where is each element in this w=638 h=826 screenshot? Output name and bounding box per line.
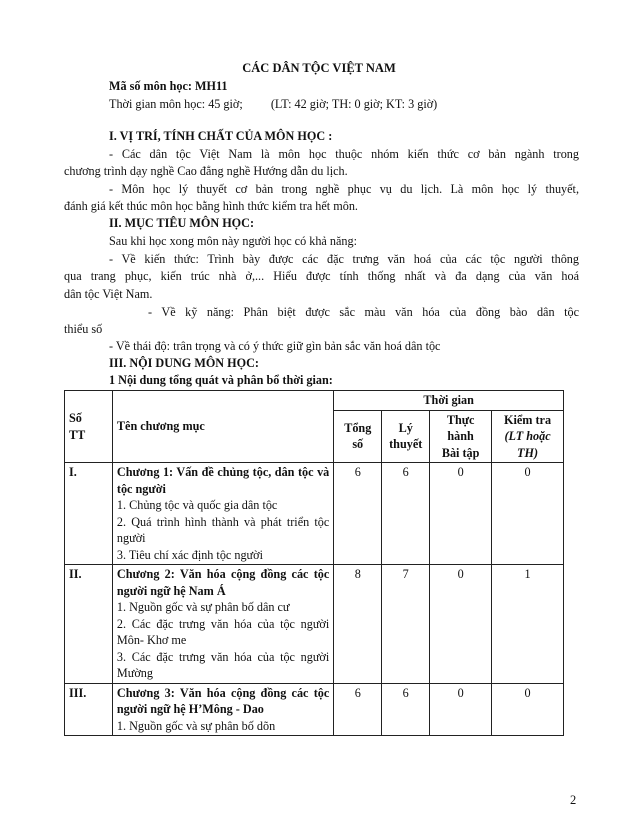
header-test-line-3: TH) bbox=[517, 445, 539, 460]
row-practice: 0 bbox=[430, 463, 492, 565]
row-total: 6 bbox=[334, 463, 382, 565]
knowledge-line-3: dân tộc Việt Nam. bbox=[64, 287, 153, 301]
row-practice: 0 bbox=[430, 565, 492, 684]
knowledge-label: - Về kiến thức bbox=[109, 252, 196, 266]
header-practice-line-3: Bài tập bbox=[441, 445, 480, 460]
chapter-item: 3. Tiêu chí xác định tộc người bbox=[116, 547, 263, 562]
course-code: Mã số môn học: MH11 bbox=[109, 79, 228, 93]
chapter-item: 1. Nguồn gốc và sự phân bố dân cư bbox=[116, 600, 290, 614]
section-1-para-1-line-2: chương trình dạy nghề Cao đẳng nghề Hướng dẫn du lịch. bbox=[64, 164, 348, 178]
header-test bbox=[492, 410, 564, 463]
section-3-subheading: 1 Nội dung tổng quát và phân bổ thời gian: bbox=[109, 373, 333, 387]
page-number: 2 bbox=[570, 793, 577, 807]
row-chapter-cell bbox=[112, 565, 333, 684]
row-chapter-cell bbox=[112, 683, 333, 736]
section-1-para-1-line-1: - Các dân tộc Việt Nam là môn học thuộc nhóm kiến thức cơ bản ngành trong bbox=[109, 147, 579, 161]
chapter-title: Chương 3: Văn hóa cộng đồng các tộc người ngữ hệ H’Mông - Dao bbox=[116, 685, 330, 716]
row-test: 0 bbox=[492, 463, 564, 565]
knowledge-text: : Trình bày được các đặc trưng văn hoá của các tộc người thông bbox=[195, 252, 579, 266]
skills-line-1 bbox=[148, 304, 579, 321]
table-header-row-1 bbox=[65, 391, 564, 411]
row-number: II. bbox=[65, 565, 113, 684]
header-practice-line-1: Thực bbox=[446, 412, 475, 427]
table-row bbox=[65, 565, 564, 684]
table-row bbox=[65, 463, 564, 565]
row-total: 6 bbox=[334, 683, 382, 736]
section-1-para-2-line-1: - Môn học lý thuyết cơ bản trong nghề phục vụ du lịch. Là môn học lý thuyết, bbox=[109, 182, 579, 196]
header-number-line-1: Số bbox=[69, 411, 82, 425]
row-test: 0 bbox=[492, 683, 564, 736]
header-total-line-1: Tổng bbox=[344, 420, 372, 435]
header-test-line-2: (LT hoặc bbox=[504, 429, 551, 443]
section-2-intro: Sau khi học xong môn này người học có khả năng: bbox=[109, 234, 357, 248]
chapter-title: Chương 1: Vấn đề chủng tộc, dân tộc và tộc người bbox=[116, 465, 330, 496]
chapter-item: 2. Các đặc trưng văn hóa của tộc người Môn- Khơ me bbox=[116, 616, 330, 647]
chapter-item: 2. Quá trình hình thành và phát triển tộc người bbox=[116, 514, 330, 545]
skills-text: : Phân biệt được sắc màu văn hóa của đồng bào dân tộc bbox=[230, 305, 579, 319]
header-time: Thời gian bbox=[334, 391, 564, 411]
chapter-item: 1. Nguồn gốc và sự phân bố dõn bbox=[116, 718, 276, 733]
header-total-line-2: số bbox=[352, 437, 364, 452]
attitude-line: - Về thái độ: trân trọng và có ý thức giữ gìn bản sắc văn hoá dân tộc bbox=[109, 339, 441, 353]
row-total: 8 bbox=[334, 565, 382, 684]
knowledge-line-2: qua trang phục, kiến trúc nhà ở,... Hiểu được tính thống nhất và đa dạng của văn hoá bbox=[64, 269, 579, 283]
header-theory-line-2: thuyết bbox=[389, 437, 423, 452]
header-theory-line-1: Lý bbox=[398, 420, 413, 435]
skills-label: - Về kỹ năng bbox=[148, 305, 231, 319]
header-test-line-1: Kiểm tra bbox=[504, 412, 552, 427]
row-number: I. bbox=[65, 463, 113, 565]
row-practice: 0 bbox=[430, 683, 492, 736]
content-table bbox=[64, 390, 564, 736]
table-body bbox=[65, 463, 564, 736]
row-theory: 7 bbox=[382, 565, 430, 684]
table-row bbox=[65, 683, 564, 736]
header-chapter: Tên chương mục bbox=[112, 391, 333, 463]
chapter-item: 3. Các đặc trưng văn hóa của tộc người Mường bbox=[116, 649, 330, 680]
section-1-para-2-line-2: đánh giá kết thúc môn học bằng hình thức kiểm tra hết môn. bbox=[64, 199, 358, 213]
knowledge-line-1 bbox=[109, 251, 579, 268]
course-time bbox=[109, 96, 437, 113]
document-title: CÁC DÂN TỘC VIỆT NAM bbox=[242, 61, 396, 75]
course-time-breakdown: (LT: 42 giờ; TH: 0 giờ; KT: 3 giờ) bbox=[270, 97, 438, 111]
chapter-item: 1. Chủng tộc và quốc gia dân tộc bbox=[116, 498, 278, 512]
row-theory: 6 bbox=[382, 683, 430, 736]
row-number: III. bbox=[65, 683, 113, 736]
header-theory bbox=[382, 410, 430, 463]
section-2-heading: II. MỤC TIÊU MÔN HỌC: bbox=[109, 216, 255, 230]
header-number bbox=[65, 391, 113, 463]
row-chapter-cell bbox=[112, 463, 333, 565]
header-total bbox=[334, 410, 382, 463]
row-theory: 6 bbox=[382, 463, 430, 565]
course-time-total: Thời gian môn học: 45 giờ; bbox=[109, 97, 243, 111]
section-3-heading: III. NỘI DUNG MÔN HỌC: bbox=[109, 356, 259, 370]
row-test: 1 bbox=[492, 565, 564, 684]
skills-line-2: thiểu số bbox=[64, 322, 103, 336]
header-practice bbox=[430, 410, 492, 463]
section-1-heading: I. VỊ TRÍ, TÍNH CHẤT CỦA MÔN HỌC : bbox=[109, 129, 333, 143]
chapter-title: Chương 2: Văn hóa cộng đồng các tộc người ngữ hệ Nam Á bbox=[116, 567, 330, 598]
header-number-line-2: TT bbox=[69, 427, 86, 442]
header-practice-line-2: hành bbox=[447, 429, 474, 443]
